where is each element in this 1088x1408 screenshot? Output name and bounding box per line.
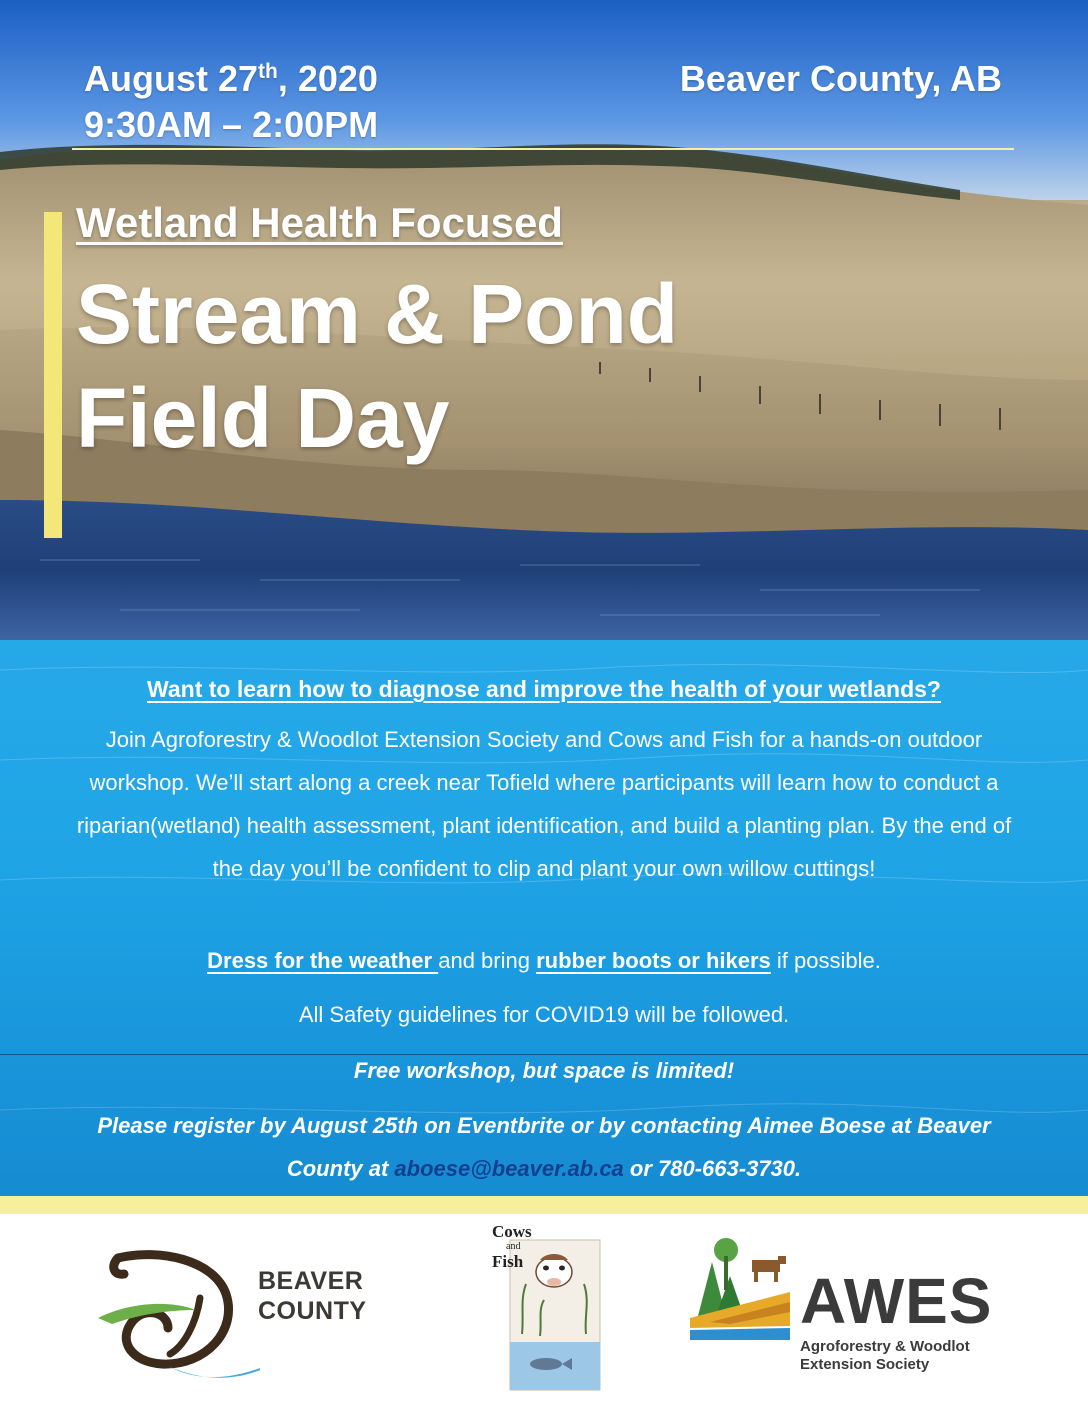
awes-acronym: AWES: [800, 1265, 993, 1337]
title-accent-bar: [44, 212, 62, 538]
beaver-emblem-icon: [0, 1214, 260, 1408]
registration-info: [60, 1104, 1028, 1190]
cows-and-fish-logo: [480, 1214, 620, 1408]
info-panel: [0, 640, 1088, 1196]
title-line-2: Field Day: [76, 371, 450, 465]
cows-text: Cows: [492, 1222, 532, 1241]
sponsor-logos: [0, 1214, 1088, 1408]
event-location: Beaver County, AB: [679, 58, 1002, 99]
workshop-description: Join Agroforestry & Woodlot Extension Society and Cows and Fish for a hands-on outdoor workshop. We’ll start along a creek near Tofield where participants will learn how to conduct a riparian(wetland) health assessment, plant identification, and build a planting plan. By the end of the day you’ll be confident to clip and plant your own willow cuttings!: [76, 727, 1012, 881]
date-suffix: th: [258, 60, 278, 83]
beaver-county-logo: [0, 1214, 400, 1408]
register-pre-text: Please register by August 25th on Eventbrite or by contacting Aimee Boese at Beaver County at: [97, 1113, 991, 1181]
title-line-1: Stream & Pond: [76, 267, 679, 361]
footer-accent-strip: [0, 1196, 1088, 1214]
dress-for-weather-text: Dress for the weather: [207, 948, 439, 973]
free-workshop-note: Free workshop, but space is limited!: [353, 1058, 735, 1083]
event-date-time: [84, 56, 378, 148]
beaver-county-line-2: COUNTY: [258, 1297, 367, 1325]
dress-end-text: if possible.: [770, 948, 881, 973]
event-date: [84, 56, 378, 102]
awes-line-1: Agroforestry & Woodlot: [800, 1338, 970, 1355]
contact-email-link[interactable]: aboese@beaver.ab.ca: [394, 1156, 624, 1181]
dress-instructions: [0, 948, 1088, 974]
event-time: 9:30AM – 2:00PM: [84, 104, 379, 145]
cows-and-fish-text: [492, 1222, 532, 1272]
beaver-county-text: [258, 1266, 367, 1326]
panel-divider: [0, 1054, 1088, 1055]
fish-text: Fish: [492, 1252, 524, 1271]
awes-landscape-icon: [690, 1232, 800, 1352]
register-phone-text: or 780-663-3730.: [623, 1156, 802, 1181]
dress-mid-text: and bring: [438, 948, 537, 973]
beaver-county-line-1: BEAVER: [258, 1267, 364, 1295]
and-text: and: [506, 1241, 521, 1252]
covid-safety-note: All Safety guidelines for COVID19 will be followed.: [298, 1002, 790, 1027]
awes-full-name: [800, 1338, 970, 1374]
date-year: , 2020: [277, 58, 378, 99]
boots-text: rubber boots or hikers: [536, 948, 771, 973]
date-text: August 27: [84, 58, 259, 99]
awes-line-2: Extension Society: [800, 1356, 930, 1373]
workshop-question: Want to learn how to diagnose and improve the health of your wetlands?: [147, 676, 941, 702]
header-divider: [72, 148, 1014, 150]
event-subtitle: Wetland Health Focused: [76, 199, 563, 246]
hero-banner: [0, 0, 1088, 640]
event-title: [76, 262, 678, 470]
